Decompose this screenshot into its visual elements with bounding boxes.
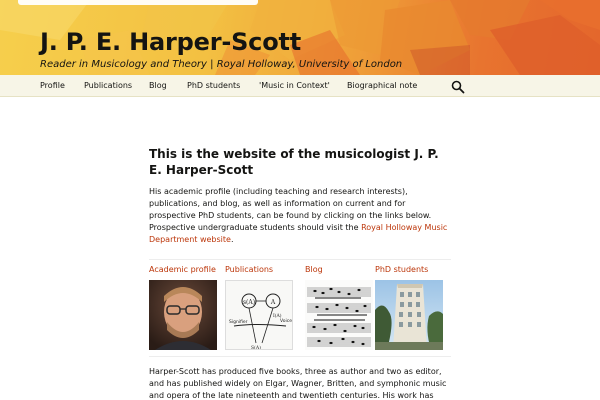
music-department-link[interactable]: Royal Holloway Music Department website (149, 223, 448, 244)
nav-item-publications[interactable]: Publications (84, 81, 133, 90)
nav-item-biographical-note[interactable]: Biographical note (347, 81, 418, 90)
tile-label-academic-profile[interactable]: Academic profile (149, 265, 216, 274)
divider-bottom (149, 356, 451, 357)
diagram-top-left: s(A) (242, 299, 256, 306)
music-score-image[interactable] (305, 280, 373, 350)
diagram-top-right: A (270, 299, 276, 306)
divider-top (149, 259, 451, 260)
diagram-left-label: Signifier (229, 320, 248, 325)
nav-item-music-in-context[interactable]: 'Music in Context' (259, 81, 330, 90)
site-description: Reader in Musicology and Theory | Royal Holloway, University of London (40, 59, 403, 70)
site-title[interactable]: J. P. E. Harper-Scott (40, 28, 302, 56)
intro-text: His academic profile (including teaching and research interests), publications, and blog, as well as information on current and for prospective PhD students, can be found by clicking on the links below. Prospective undergraduate students should visit the (149, 187, 432, 232)
diagram-mid-right: I(A) (273, 314, 282, 319)
nav-item-blog[interactable]: Blog (149, 81, 167, 90)
diagram-bottom-label: S(A) (251, 346, 261, 350)
tile-label-publications[interactable]: Publications (225, 265, 274, 274)
tile-label-blog[interactable]: Blog (305, 265, 323, 274)
tile-label-phd-students[interactable]: PhD students (375, 265, 429, 274)
diagram-right-label: Voice (280, 319, 292, 324)
main-navigation (0, 75, 600, 97)
intro-end: . (230, 235, 234, 244)
intro-paragraph (149, 186, 454, 246)
nav-item-profile[interactable]: Profile (40, 81, 65, 90)
search-icon[interactable] (451, 79, 465, 93)
header-top-bar (18, 0, 258, 5)
portrait-photo[interactable] (149, 280, 217, 350)
nav-item-phd-students[interactable]: PhD students (187, 81, 241, 90)
diagram-image[interactable] (225, 280, 293, 350)
site-header (0, 0, 600, 75)
building-photo[interactable] (375, 280, 443, 350)
bottom-paragraph: Harper-Scott has produced five books, three as author and two as editor, and has published widely on Elgar, Wagner, Britten, and symphonic music and opera of the late nineteenth and twentieth centuries. His work has (149, 367, 447, 400)
page-title: This is the website of the musicologist J. P. E. Harper-Scott (149, 147, 439, 177)
